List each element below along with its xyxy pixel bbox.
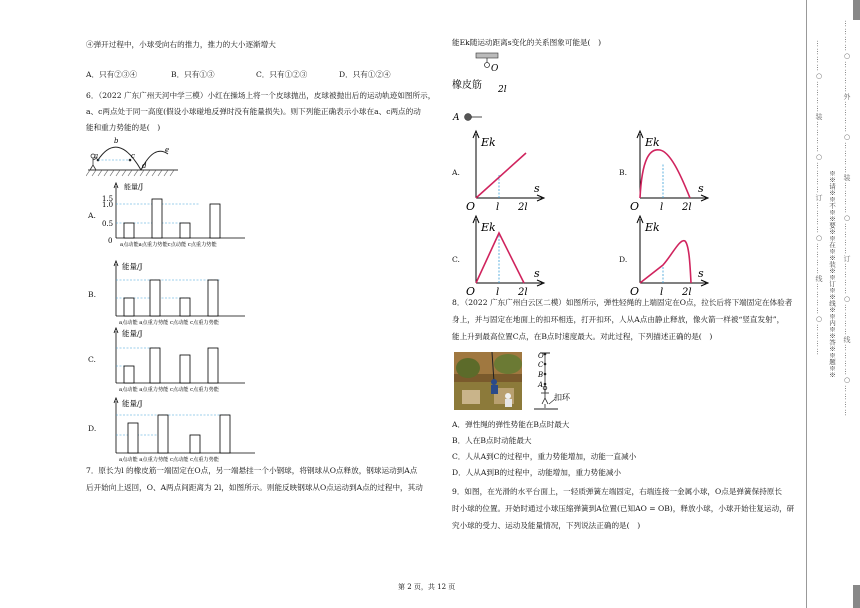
q6-option-a-letter[interactable]: A. bbox=[88, 211, 96, 220]
ek-graph-a bbox=[466, 128, 548, 213]
q6-option-c-letter[interactable]: C. bbox=[88, 355, 96, 364]
q9-line-3: 究小球的受力、运动及能量情况，下列说法正确的是( ) bbox=[452, 521, 641, 530]
schematic-label-c: C bbox=[538, 361, 544, 369]
fig-label-e: e bbox=[165, 146, 170, 154]
bar-c-kinetic bbox=[180, 223, 190, 238]
q9-line-1: 9．如图，在光滑的水平台面上，一轻质弹簧左端固定，右端连接一金属小球，O点是弹簧保持原长 bbox=[452, 487, 782, 496]
margin-bar-top bbox=[853, 0, 860, 20]
graph-y-label: Ek bbox=[645, 221, 660, 234]
bar-captions-a: a点动能a点重力势能c点动能 c点重力势能 bbox=[120, 242, 217, 248]
graph-y-label: Ek bbox=[645, 136, 660, 149]
q8-option-c[interactable]: C．人从A到C的过程中，重力势能增加，动能一直减小 bbox=[452, 452, 637, 461]
bar-c-kinetic bbox=[190, 435, 200, 453]
q6-line-1: 6．（2022 广东广州天河中学三模）小红在操场上将一个皮球抛出，皮球被抛出后的运动轨迹如图所示， bbox=[86, 91, 436, 100]
bar-a-potential bbox=[150, 348, 160, 383]
graph-tick-l: l bbox=[496, 287, 500, 298]
q7-line-2: 后开始向上返回，O、A两点间距离为 2l，如图所示。则能反映钢球从O点运动到A点的过程中，其动 bbox=[86, 483, 423, 492]
buckle-label: 扣环 bbox=[554, 393, 570, 402]
q5-option-d[interactable]: D．只有①②④ bbox=[339, 70, 391, 79]
q8-line-2: 身上，并与固定在地面上的扣环相连，打开扣环，人从A点由静止释放，像火箭一样被“竖直发射”， bbox=[452, 315, 785, 324]
ek-curve-d bbox=[640, 241, 691, 283]
energy-axis-label: 能量/J bbox=[122, 329, 143, 338]
q5-statement-4: ④弹开过程中，小球受向右的推力，推力的大小逐渐增大 bbox=[86, 40, 276, 49]
q5-option-b[interactable]: B．只有①③ bbox=[171, 70, 215, 79]
energy-axis-label: 能量/J bbox=[122, 262, 143, 271]
graph-x-label: s bbox=[534, 182, 540, 195]
q7-line-1: 7．原长为l 的橡皮筋一端固定在O点，另一端悬挂一个小钢球，将钢球从O点释放，钢球运动到A点 bbox=[86, 466, 418, 475]
graph-x-label: s bbox=[698, 267, 704, 280]
outer-binding-dots: …………○…………外…………○…………装…………○…………订…………○…………线…………○………… bbox=[843, 20, 851, 417]
two-l-label: 2l bbox=[498, 85, 507, 95]
point-o-label: O bbox=[491, 64, 499, 74]
bar-c-potential bbox=[208, 348, 218, 383]
bar-c-kinetic bbox=[180, 298, 190, 316]
bar-c-potential bbox=[208, 280, 218, 316]
ek-graph-c bbox=[466, 213, 548, 298]
ek-curve-a bbox=[476, 153, 526, 198]
graph-origin: O bbox=[630, 285, 640, 298]
bar-captions-c: a点动能 a点重力势能 c点动能 c点重力势能 bbox=[119, 387, 219, 393]
bar-a-potential bbox=[158, 415, 168, 453]
ek-curve-c bbox=[476, 233, 524, 283]
ek-graph-d bbox=[630, 213, 712, 298]
graph-tick-l: l bbox=[660, 202, 664, 213]
graph-tick-2l: 2l bbox=[682, 202, 692, 213]
q8-option-d[interactable]: D．人从A到B的过程中，动能增加，重力势能减小 bbox=[452, 468, 622, 477]
graph-y-label: Ek bbox=[481, 221, 496, 234]
q6-line-2: a、c两点处于同一高度(假设小球碰地反弹时没有能量损失)。则下列能正确表示小球在a、c两点的动 bbox=[86, 107, 421, 116]
q6-option-d-letter[interactable]: D. bbox=[88, 424, 97, 433]
schematic-label-b: B bbox=[538, 371, 544, 379]
bar-captions-b: a点动能 a点重力势能 c点动能 c点重力势能 bbox=[119, 320, 219, 326]
rubber-band-figure bbox=[450, 50, 530, 124]
energy-bar-chart-a bbox=[100, 180, 250, 250]
q8-option-b[interactable]: B．人在B点时动能最大 bbox=[452, 436, 532, 445]
ek-graph-b bbox=[630, 128, 712, 213]
bar-a-kinetic bbox=[124, 223, 134, 238]
tick-1-5: 1.5 bbox=[102, 195, 114, 203]
bar-a-potential bbox=[150, 280, 160, 316]
bar-a-potential bbox=[152, 199, 162, 238]
graph-option-a-letter[interactable]: A. bbox=[452, 168, 460, 177]
graph-tick-l: l bbox=[496, 202, 500, 213]
bungee-schematic bbox=[528, 352, 588, 414]
q5-option-c[interactable]: C．只有①②③ bbox=[256, 70, 308, 79]
fig-label-b: b bbox=[114, 137, 119, 145]
graph-origin: O bbox=[466, 200, 476, 213]
q6-option-b-letter[interactable]: B. bbox=[88, 290, 96, 299]
graph-origin: O bbox=[630, 200, 640, 213]
bar-c-kinetic bbox=[180, 355, 190, 383]
fig-label-d: d bbox=[142, 162, 147, 170]
graph-option-c-letter[interactable]: C. bbox=[452, 255, 460, 264]
bar-a-kinetic bbox=[124, 366, 134, 383]
margin-bar-bottom bbox=[853, 585, 860, 608]
inner-binding-dots: …………○…………装…………○…………订…………○…………线…………○………… bbox=[815, 40, 823, 356]
bar-c-potential bbox=[220, 415, 230, 453]
q8-line-3: 能上升到最高位置C点，在B点时速度最大。对此过程，下列描述正确的是( ) bbox=[452, 332, 713, 341]
schematic-label-a: A bbox=[538, 381, 544, 389]
bar-c-potential bbox=[210, 204, 220, 238]
bar-captions-d: a点动能 a点重力势能 c点动能 c点重力势能 bbox=[119, 457, 219, 463]
q5-option-a[interactable]: A．只有②③④ bbox=[86, 70, 138, 79]
page-number: 第 2 页，共 12 页 bbox=[398, 583, 456, 591]
bar-a-kinetic bbox=[124, 298, 134, 316]
energy-bar-chart-c bbox=[100, 325, 250, 395]
margin-border bbox=[806, 0, 807, 608]
graph-option-b-letter[interactable]: B. bbox=[619, 168, 627, 177]
graph-tick-2l: 2l bbox=[682, 287, 692, 298]
fig-label-a: a bbox=[94, 152, 99, 160]
graph-y-label: Ek bbox=[481, 136, 496, 149]
energy-axis-label: 能量/J bbox=[122, 399, 143, 408]
q8-option-a[interactable]: A．弹性绳的弹性势能在B点时最大 bbox=[452, 420, 570, 429]
q9-line-2: 时小球的位置。开始时通过小球压缩弹簧到A位置(已知AO = OB)，释放小球，小球开始往复运动，研 bbox=[452, 504, 795, 513]
rubber-band-label: 橡皮筋 bbox=[452, 80, 482, 91]
tick-0-5: 0.5 bbox=[102, 220, 114, 228]
energy-bar-chart-d bbox=[100, 395, 260, 465]
tick-1-0: 1.0 bbox=[102, 201, 114, 209]
q8-line-1: 8．（2022 广东广州白云区二模）如图所示，弹性轻绳的上端固定在O点，拉长后将下端固定在体验者 bbox=[452, 298, 793, 307]
energy-axis-label: 能量/J bbox=[124, 183, 144, 191]
ball-trajectory-figure bbox=[86, 136, 181, 178]
fig-label-c: c bbox=[131, 152, 135, 160]
bungee-photo bbox=[454, 352, 522, 410]
q6-line-3: 能和重力势能的是( ) bbox=[86, 123, 161, 132]
graph-x-label: s bbox=[534, 267, 540, 280]
graph-option-d-letter[interactable]: D. bbox=[619, 255, 628, 264]
graph-origin: O bbox=[466, 285, 476, 298]
ek-curve-b bbox=[640, 150, 690, 198]
q7-continuation: 能Ek随运动距离s变化的关系图象可能是( ) bbox=[452, 38, 602, 47]
no-answer-warning: ※※请※※不※※要※※在※※装※※订※※线※※内※※答※※题※※ bbox=[828, 170, 836, 378]
binding-margin bbox=[806, 0, 860, 608]
graph-tick-l: l bbox=[660, 287, 664, 298]
graph-tick-2l: 2l bbox=[518, 287, 528, 298]
point-a-label: A bbox=[453, 113, 460, 123]
bar-a-kinetic bbox=[128, 423, 138, 453]
energy-bar-chart-b bbox=[100, 258, 250, 328]
graph-x-label: s bbox=[698, 182, 704, 195]
schematic-label-o: O bbox=[538, 352, 544, 360]
tick-0: 0 bbox=[108, 237, 113, 245]
graph-tick-2l: 2l bbox=[518, 202, 528, 213]
